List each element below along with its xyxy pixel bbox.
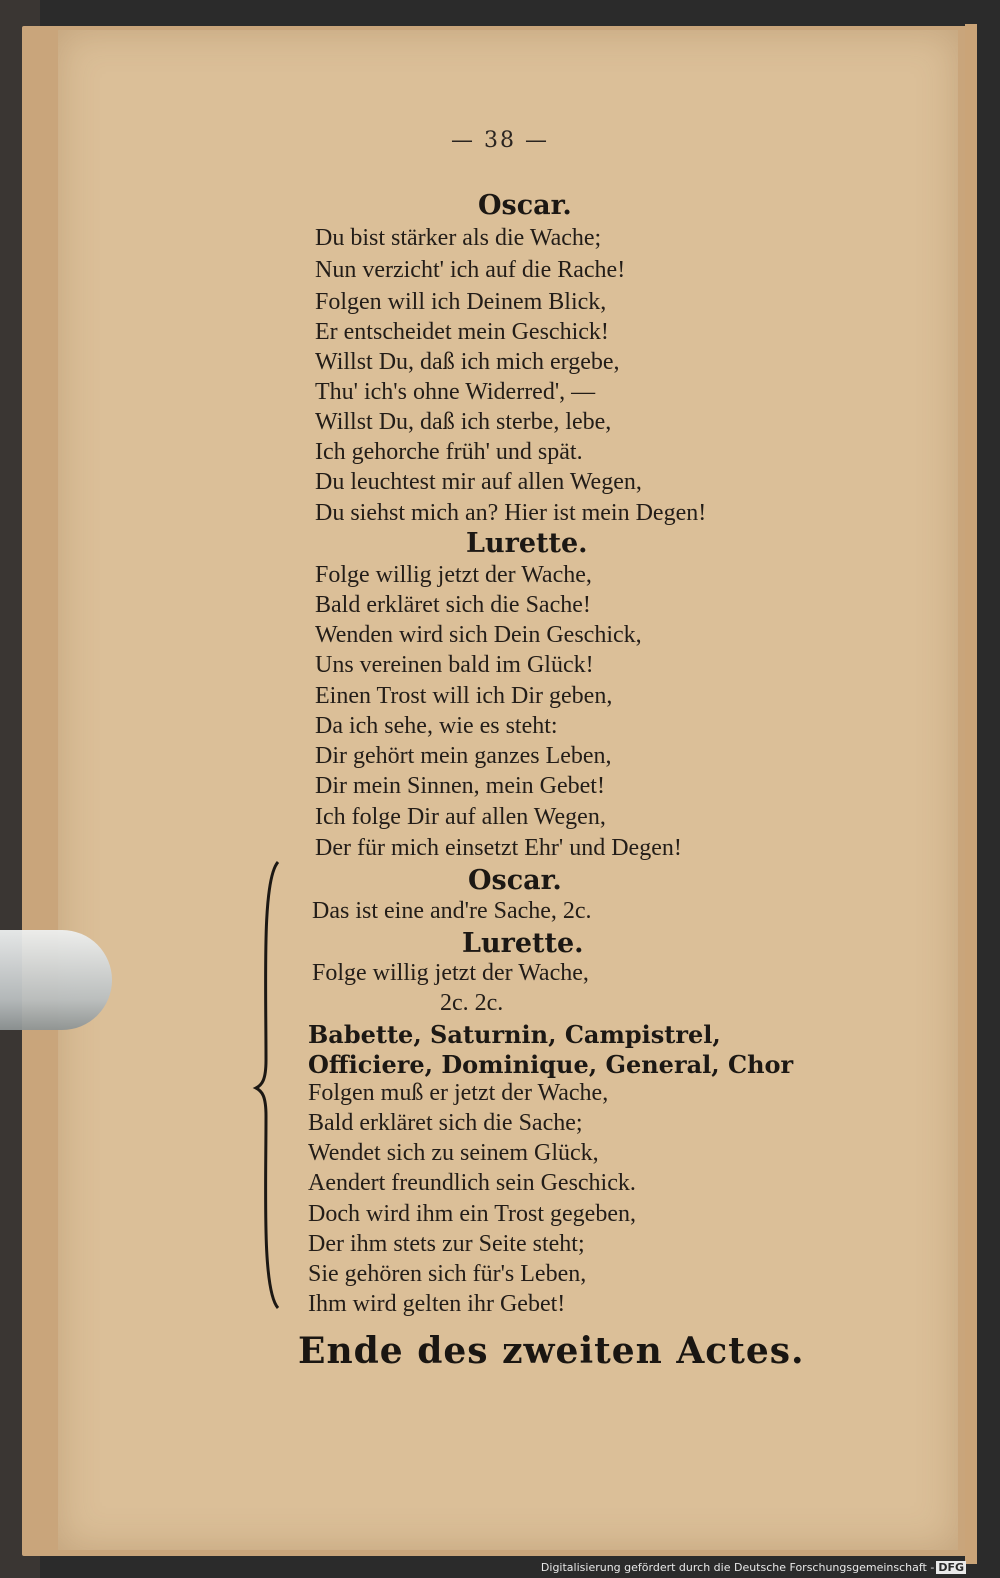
curly-bracket — [252, 860, 282, 1310]
text-line: Er entscheidet mein Geschick! — [315, 319, 609, 345]
text-line: Dir mein Sinnen, mein Gebet! — [315, 773, 605, 799]
page-edge — [965, 24, 977, 1564]
speaker-lurette: Lurette. — [466, 528, 588, 559]
text-line: Bald erkläret sich die Sache! — [315, 592, 591, 618]
speaker-lurette-2: Lurette. — [462, 928, 584, 959]
text-line: Du leuchtest mir auf allen Wegen, — [315, 469, 642, 495]
speaker-oscar-2: Oscar. — [468, 865, 562, 896]
text-line: Ihm wird gelten ihr Gebet! — [308, 1291, 566, 1317]
text-line: Wendet sich zu seinem Glück, — [308, 1140, 599, 1166]
text-line: Der für mich einsetzt Ehr' und Degen! — [315, 835, 682, 861]
text-line: Das ist eine and're Sache, 2c. — [312, 898, 592, 924]
text-line: Uns vereinen bald im Glück! — [315, 652, 594, 678]
text-line: Sie gehören sich für's Leben, — [308, 1261, 587, 1287]
text-line: Folge willig jetzt der Wache, — [312, 960, 589, 986]
text-line: Der ihm stets zur Seite steht; — [308, 1231, 585, 1257]
speaker-chorus: Babette, Saturnin, Campistrel, Officiere, Dominique, General, Chor — [308, 1020, 794, 1079]
text-line: Willst Du, daß ich mich ergebe, — [315, 349, 620, 375]
text-line: Ich gehorche früh' und spät. — [315, 439, 583, 465]
text-line: Nun verzicht' ich auf die Rache! — [315, 257, 626, 283]
text-line: 2c. 2c. — [440, 990, 504, 1016]
footer-text: Digitalisierung gefördert durch die Deutsche Forschungsgemeinschaft - — [540, 1561, 935, 1574]
text-line: Ich folge Dir auf allen Wegen, — [315, 804, 606, 830]
dfg-logo: DFG — [938, 1561, 964, 1574]
text-line: Du siehst mich an? Hier ist mein Degen! — [315, 500, 707, 526]
text-line: Da ich sehe, wie es steht: — [315, 713, 558, 739]
text-line: Folgen muß er jetzt der Wache, — [308, 1080, 609, 1106]
text-line: Du bist stärker als die Wache; — [315, 225, 602, 251]
text-line: Einen Trost will ich Dir geben, — [315, 683, 613, 709]
page-number: — 38 — — [451, 128, 549, 153]
speaker-oscar: Oscar. — [478, 190, 572, 221]
footer-credit — [541, 1561, 966, 1574]
act-ending: Ende des zweiten Actes. — [298, 1330, 805, 1372]
text-line: Dir gehört mein ganzes Leben, — [315, 743, 612, 769]
text-line: Bald erkläret sich die Sache; — [308, 1110, 583, 1136]
text-line: Wenden wird sich Dein Geschick, — [315, 622, 642, 648]
text-line: Doch wird ihm ein Trost gegeben, — [308, 1201, 636, 1227]
scanner-thumb-clip — [0, 930, 112, 1030]
text-line: Aendert freundlich sein Geschick. — [308, 1170, 636, 1196]
text-line: Folge willig jetzt der Wache, — [315, 562, 592, 588]
text-line: Willst Du, daß ich sterbe, lebe, — [315, 409, 612, 435]
text-line: Folgen will ich Deinem Blick, — [315, 289, 607, 315]
text-line: Thu' ich's ohne Widerred', — — [315, 379, 596, 405]
